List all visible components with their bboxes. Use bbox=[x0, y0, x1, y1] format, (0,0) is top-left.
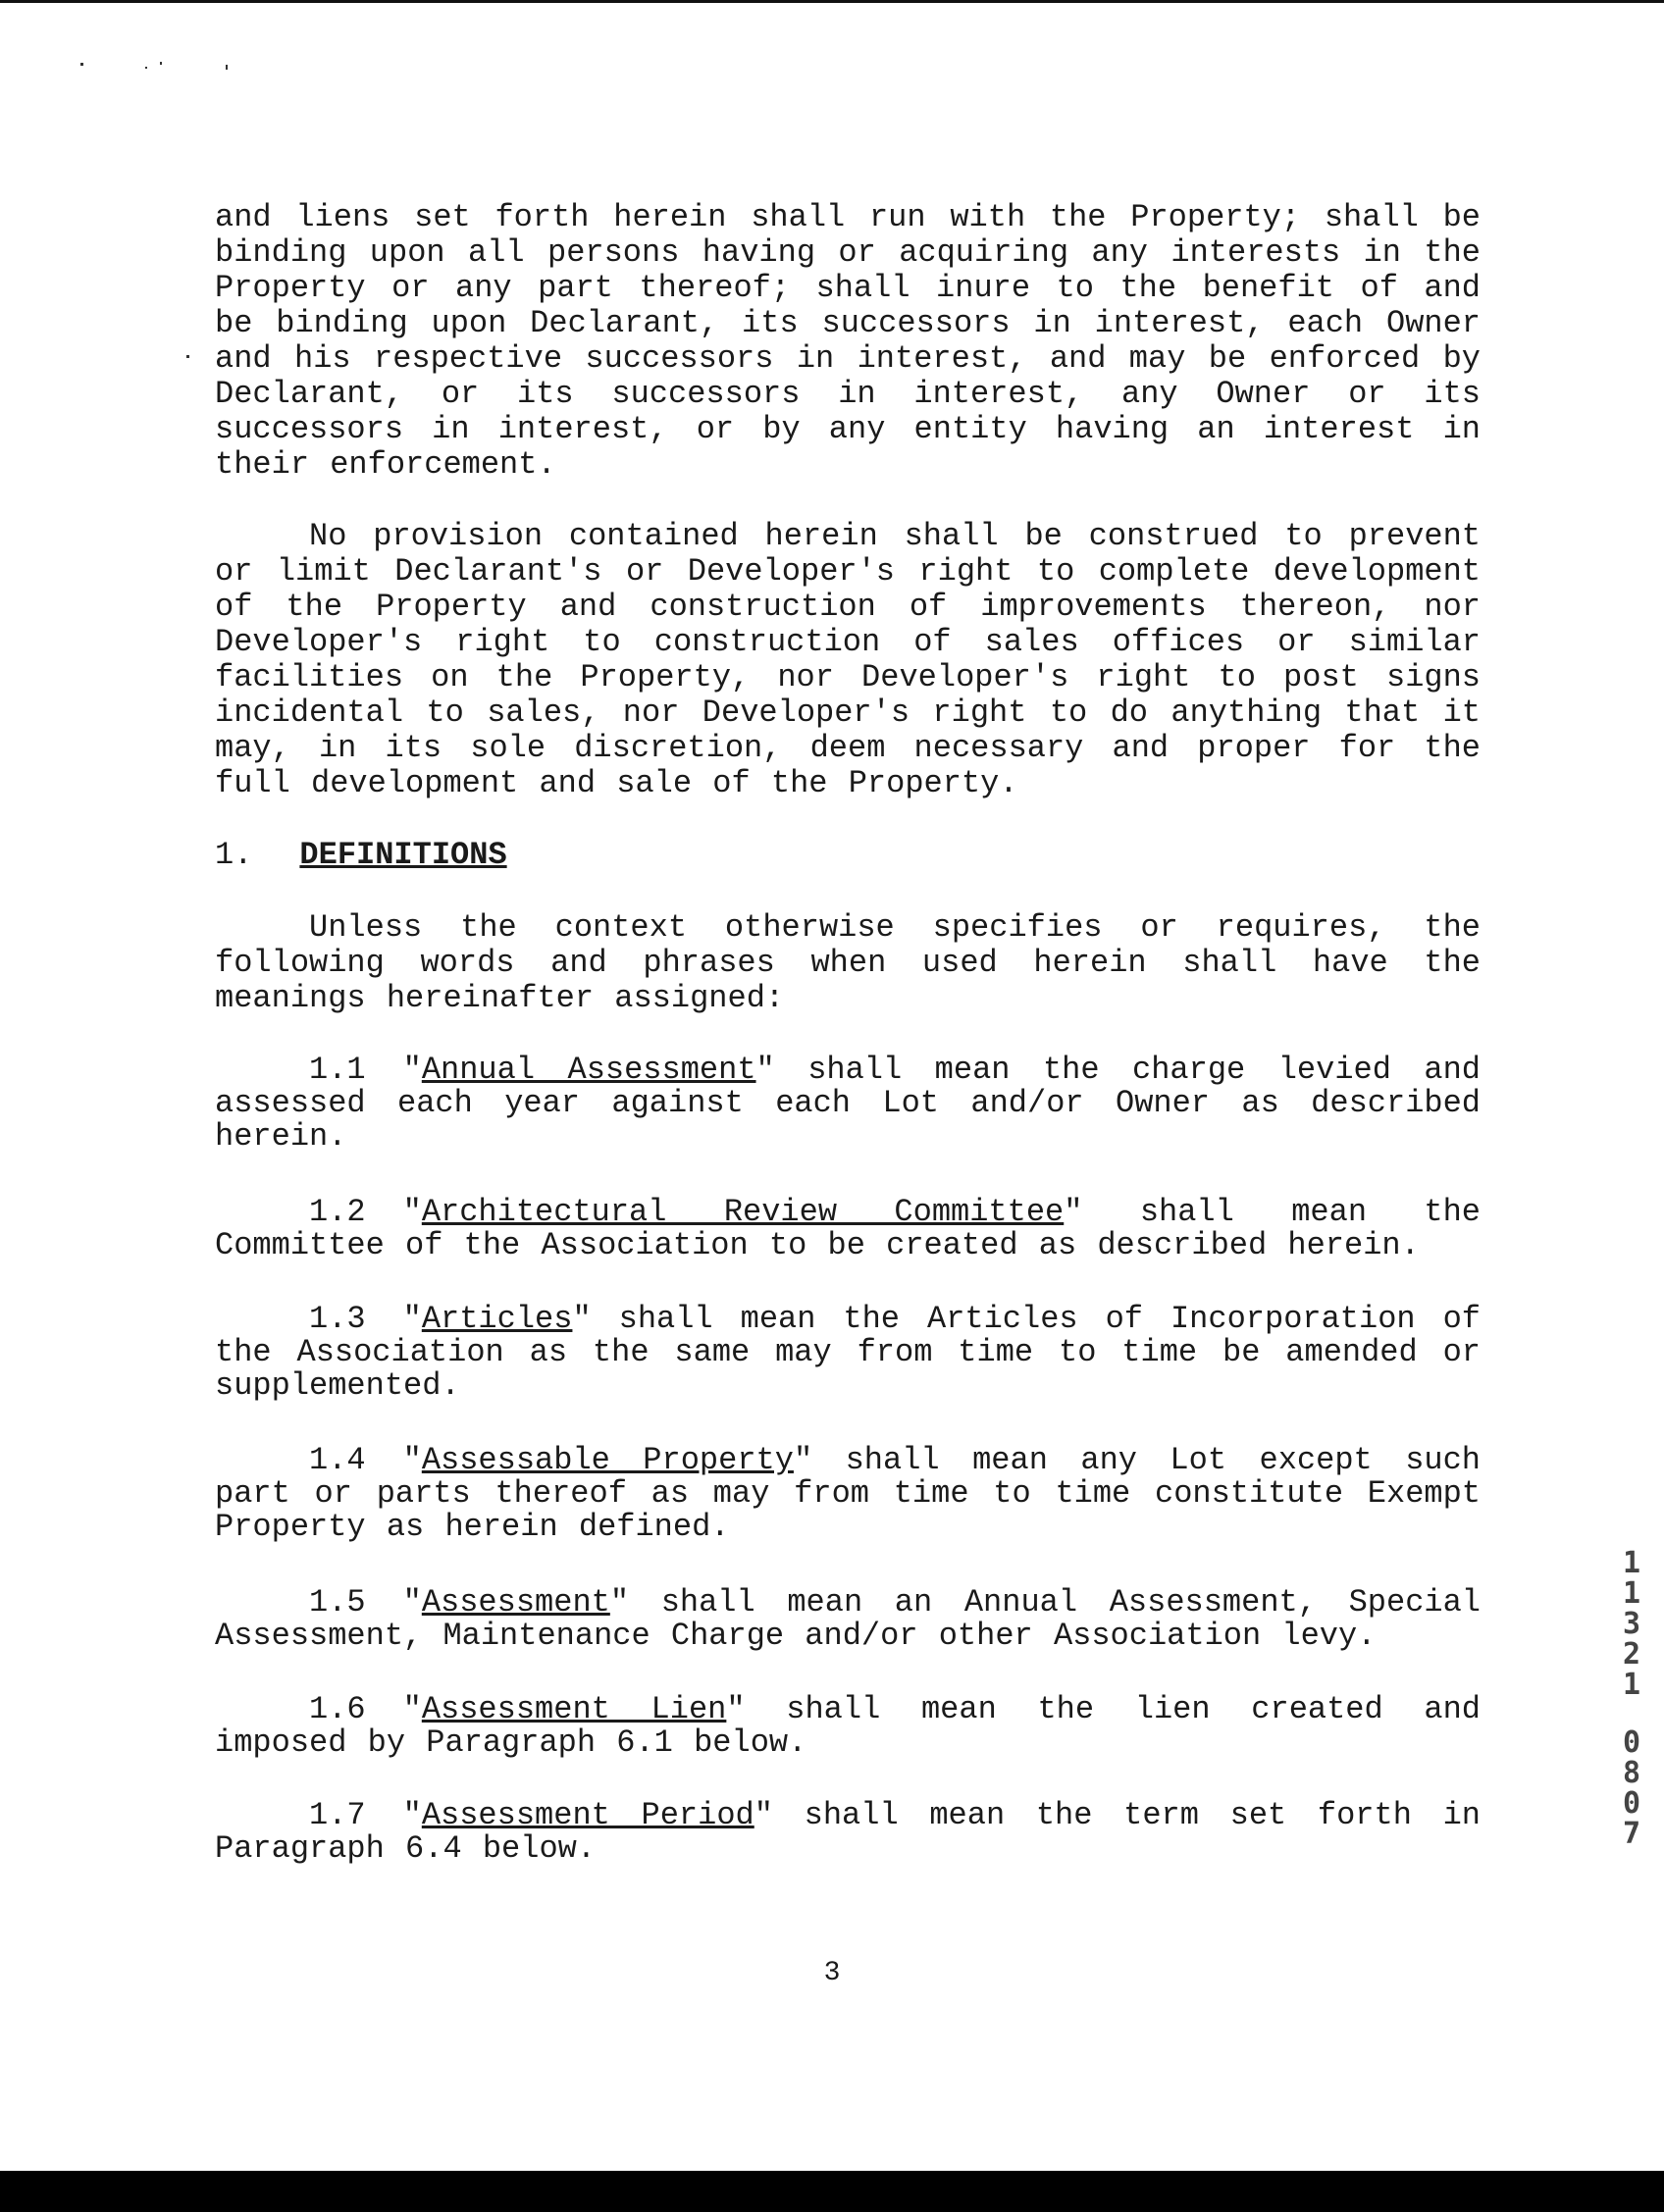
definition-text: " shall mean an Annual Assessment, Special Assessment, Maintenance Charge and/or other Association levy. bbox=[215, 1584, 1481, 1654]
bates-digit: 0 bbox=[1622, 1725, 1641, 1760]
definition-open-quote: " bbox=[402, 1797, 422, 1833]
definition-term: Assessment bbox=[421, 1584, 610, 1620]
scan-bottom-border bbox=[0, 2171, 1664, 2212]
definition-number: 1.4 bbox=[309, 1442, 366, 1478]
definition-open-quote: " bbox=[402, 1584, 422, 1620]
definition-open-quote: " bbox=[402, 1691, 422, 1727]
definition-number: 1.6 bbox=[309, 1691, 366, 1727]
bates-digit: 8 bbox=[1622, 1756, 1641, 1790]
definition-term: Assessment Period bbox=[421, 1797, 754, 1833]
definition-term: Annual Assessment bbox=[421, 1052, 756, 1088]
bates-digit: 7 bbox=[1622, 1817, 1641, 1851]
bates-gap bbox=[1617, 1700, 1646, 1727]
definition-text: " shall mean the term set forth in Paragraph 6.4 below. bbox=[215, 1797, 1482, 1867]
bates-stamp bbox=[1617, 1548, 1646, 1849]
definition-term: Architectural Review Committee bbox=[421, 1194, 1065, 1230]
bates-digit: 3 bbox=[1622, 1607, 1641, 1641]
definition-number: 1.7 bbox=[309, 1797, 366, 1833]
bates-digit: 1 bbox=[1622, 1668, 1641, 1702]
bates-digit: 1 bbox=[1622, 1546, 1641, 1580]
definition-assessable-property bbox=[215, 1444, 1481, 1544]
section-title: DEFINITIONS bbox=[299, 837, 507, 873]
definition-assessment-lien bbox=[215, 1693, 1481, 1760]
definition-articles bbox=[215, 1303, 1481, 1403]
bates-digit: 2 bbox=[1622, 1637, 1641, 1672]
definition-assessment-period bbox=[215, 1799, 1481, 1866]
definition-assessment bbox=[215, 1586, 1481, 1653]
page-number: 3 bbox=[823, 1958, 841, 1988]
definition-open-quote: " bbox=[402, 1442, 422, 1478]
definition-term: Articles bbox=[421, 1301, 573, 1337]
section-heading bbox=[215, 838, 507, 873]
definition-architectural-review-committee bbox=[215, 1196, 1481, 1262]
definition-open-quote: " bbox=[402, 1052, 422, 1088]
definition-annual-assessment bbox=[215, 1054, 1481, 1154]
definition-text: " shall mean the Committee of the Association to be created as described herein. bbox=[215, 1194, 1482, 1263]
definition-number: 1.1 bbox=[309, 1052, 366, 1088]
definition-number: 1.3 bbox=[309, 1301, 366, 1337]
scan-speck bbox=[186, 355, 189, 358]
scan-specks bbox=[77, 57, 243, 77]
definition-open-quote: " bbox=[402, 1301, 422, 1337]
paragraph-covenants-run-with-property: and liens set forth herein shall run with the Property; shall be binding upon all persons having or acquiring any interests in the Property or any part thereof; shall inure to the benefit of and be binding upon Declarant, its successors in interest, each Owner and his respective successors in interest, and may be enforced by Declarant, or its successors in interest, any Owner or its successors in interest, or by any entity having an interest in their enforcement. bbox=[215, 199, 1481, 483]
definition-text: " shall mean any Lot except such part or parts thereof as may from time to time constitute Exempt Property as herein defined. bbox=[215, 1442, 1482, 1545]
definition-text: " shall mean the Articles of Incorporation of the Association as the same may from time to time be amended or supplemented. bbox=[215, 1301, 1481, 1404]
bates-digit: 0 bbox=[1622, 1786, 1641, 1821]
definition-term: Assessment Lien bbox=[421, 1691, 727, 1727]
definition-number: 1.5 bbox=[309, 1584, 366, 1620]
definition-text: " shall mean the lien created and imposed by Paragraph 6.1 below. bbox=[215, 1691, 1482, 1761]
scan-top-border bbox=[0, 0, 1664, 3]
definition-text: " shall mean the charge levied and assessed each year against each Lot and/or Owner as described herein. bbox=[215, 1052, 1482, 1155]
paragraph-developer-rights: No provision contained herein shall be construed to prevent or limit Declarant's or Developer's right to complete development of the Property and construction of improvements thereon, nor Developer's right to construction of sales offices or similar facilities on the Property, nor Developer's right to post signs incidental to sales, nor Developer's right to do anything that it may, in its sole discretion, deem necessary and proper for the full development and sale of the Property. bbox=[215, 518, 1481, 801]
definition-open-quote: " bbox=[402, 1194, 422, 1230]
bates-digit: 1 bbox=[1622, 1576, 1641, 1611]
definition-number: 1.2 bbox=[309, 1194, 366, 1230]
section-number: 1. bbox=[215, 837, 253, 873]
definition-term: Assessable Property bbox=[421, 1442, 794, 1478]
paragraph-definitions-intro: Unless the context otherwise specifies or requires, the following words and phrases when used herein shall have the meanings hereinafter assigned: bbox=[215, 909, 1481, 1016]
